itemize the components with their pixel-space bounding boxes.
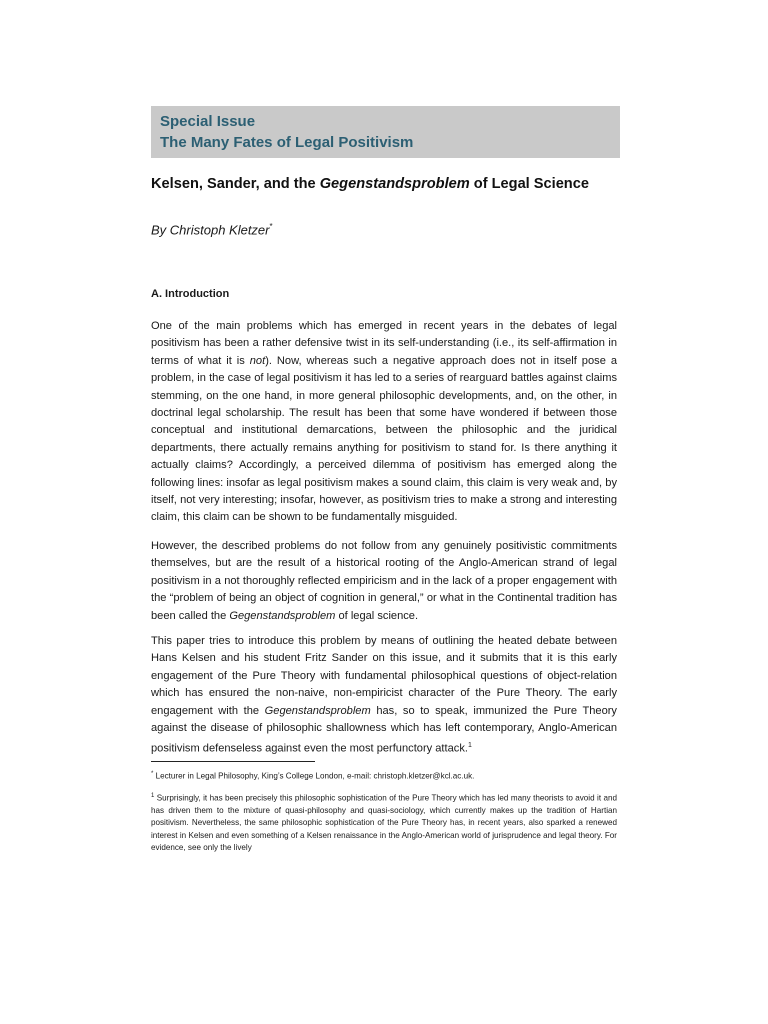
paragraph-1 [151, 318, 617, 527]
paragraph-2-text-b: of legal science. [335, 609, 419, 622]
paragraph-3-text-a: This paper tries to introduce this problem by means of outlining the heated debate between Hans Kelsen and his student Fritz Sander on this issue, and it submits that it is this early engagement of the Pure Theory with fundamental philosophical questions of object-relation which has ensured the non-naive, non-empiricist character of the Pure Theory. The early engagement with the [151, 635, 617, 717]
footnote-mark: * [151, 771, 154, 777]
paragraph-3-text-b: has, so to speak, immunized the Pure Theory against the disease of philosophic shallowness which has left contemporary, Anglo-American positivism defenseless against even the most perfunctory attack. [151, 704, 617, 756]
special-issue-banner [151, 106, 620, 158]
paragraph-3 [151, 633, 617, 759]
paragraph-1-emphasis: not [249, 354, 266, 367]
author-byline [151, 222, 273, 237]
footnote-mark: 1 [151, 793, 155, 799]
author-name: By Christoph Kletzer [151, 222, 270, 238]
title-suffix: of Legal Science [469, 176, 589, 192]
paragraph-3-emphasis: Gegenstandsproblem [264, 704, 371, 717]
footnote-divider [151, 761, 315, 762]
banner-label: Special Issue [160, 113, 256, 130]
paragraph-2-text-a: However, the described problems do not follow from any genuinely positivistic commitments themselves, but are the result of a historical rooting of the Anglo-American strand of legal positivism in a not thoroughly reflected empiricism and in the lack of a proper engagement with the “problem of being an object of cognition in general,” or what in the Continental tradition has been called the [151, 540, 617, 622]
section-heading: A. Introduction [151, 288, 230, 300]
banner-issue-title: The Many Fates of Legal Positivism [160, 134, 414, 151]
title-italic: Gegenstandsproblem [319, 176, 470, 192]
footnote-text: Lecturer in Legal Philosophy, King’s College London, e-mail: christoph.kletzer@kcl.ac.uk. [153, 771, 475, 781]
article-title [151, 176, 621, 192]
paragraph-2-emphasis: Gegenstandsproblem [229, 609, 336, 622]
title-prefix: Kelsen, Sander, and the [151, 176, 320, 192]
paragraph-2 [151, 538, 617, 625]
footnote-text: Surprisingly, it has been precisely this philosophic sophistication of the Pure Theory which has led many theorists to avoid it and has driven them to the mixture of quasi-philosophy and quasi-sociology, which currently makes up the tradition of Hartian positivism. Nevertheless, the same philosophic sophistication of the Pure Theory has, in recent years, also sparked a renewed interest in Kelsen and even something of a Kelsen renaissance in the Anglo-American world of jurisprudence and legal theory. For evidence, see only the lively [151, 793, 617, 852]
footnote-1 [151, 790, 617, 854]
paragraph-1-text-b: ). Now, whereas such a negative approach does not in itself pose a problem, in the case of legal positivism it has led to a series of rearguard battles against claims stemming, on the one hand, in more general philosophic developments, and, on the other, in doctrinal legal scholarship. The result has been that some have wondered if between those conceptual and institutional demarcations, between the philosophic and the juridical departments, there actually remains anything for positivism to stand for. Is there anything it actually claims? Accordingly, a perceived dilemma of positivism has emerged along the following lines: insofar as legal positivism makes a sound claim, this claim is very weak and, by itself, not very interesting; insofar, however, as positivism tries to make a strong and interesting claim, this claim can be shown to be fundamentally misguided. [151, 354, 617, 524]
author-footnote-mark: * [269, 222, 273, 231]
footnote-ref-1[interactable]: 1 [467, 742, 472, 750]
paragraph-1-text-a: One of the main problems which has emerged in recent years in the debates of legal positivism has been a rather defensive twist in its self-understanding (i.e., its self-affirmation in terms of what it is [151, 320, 617, 367]
footnote-author [151, 768, 617, 783]
